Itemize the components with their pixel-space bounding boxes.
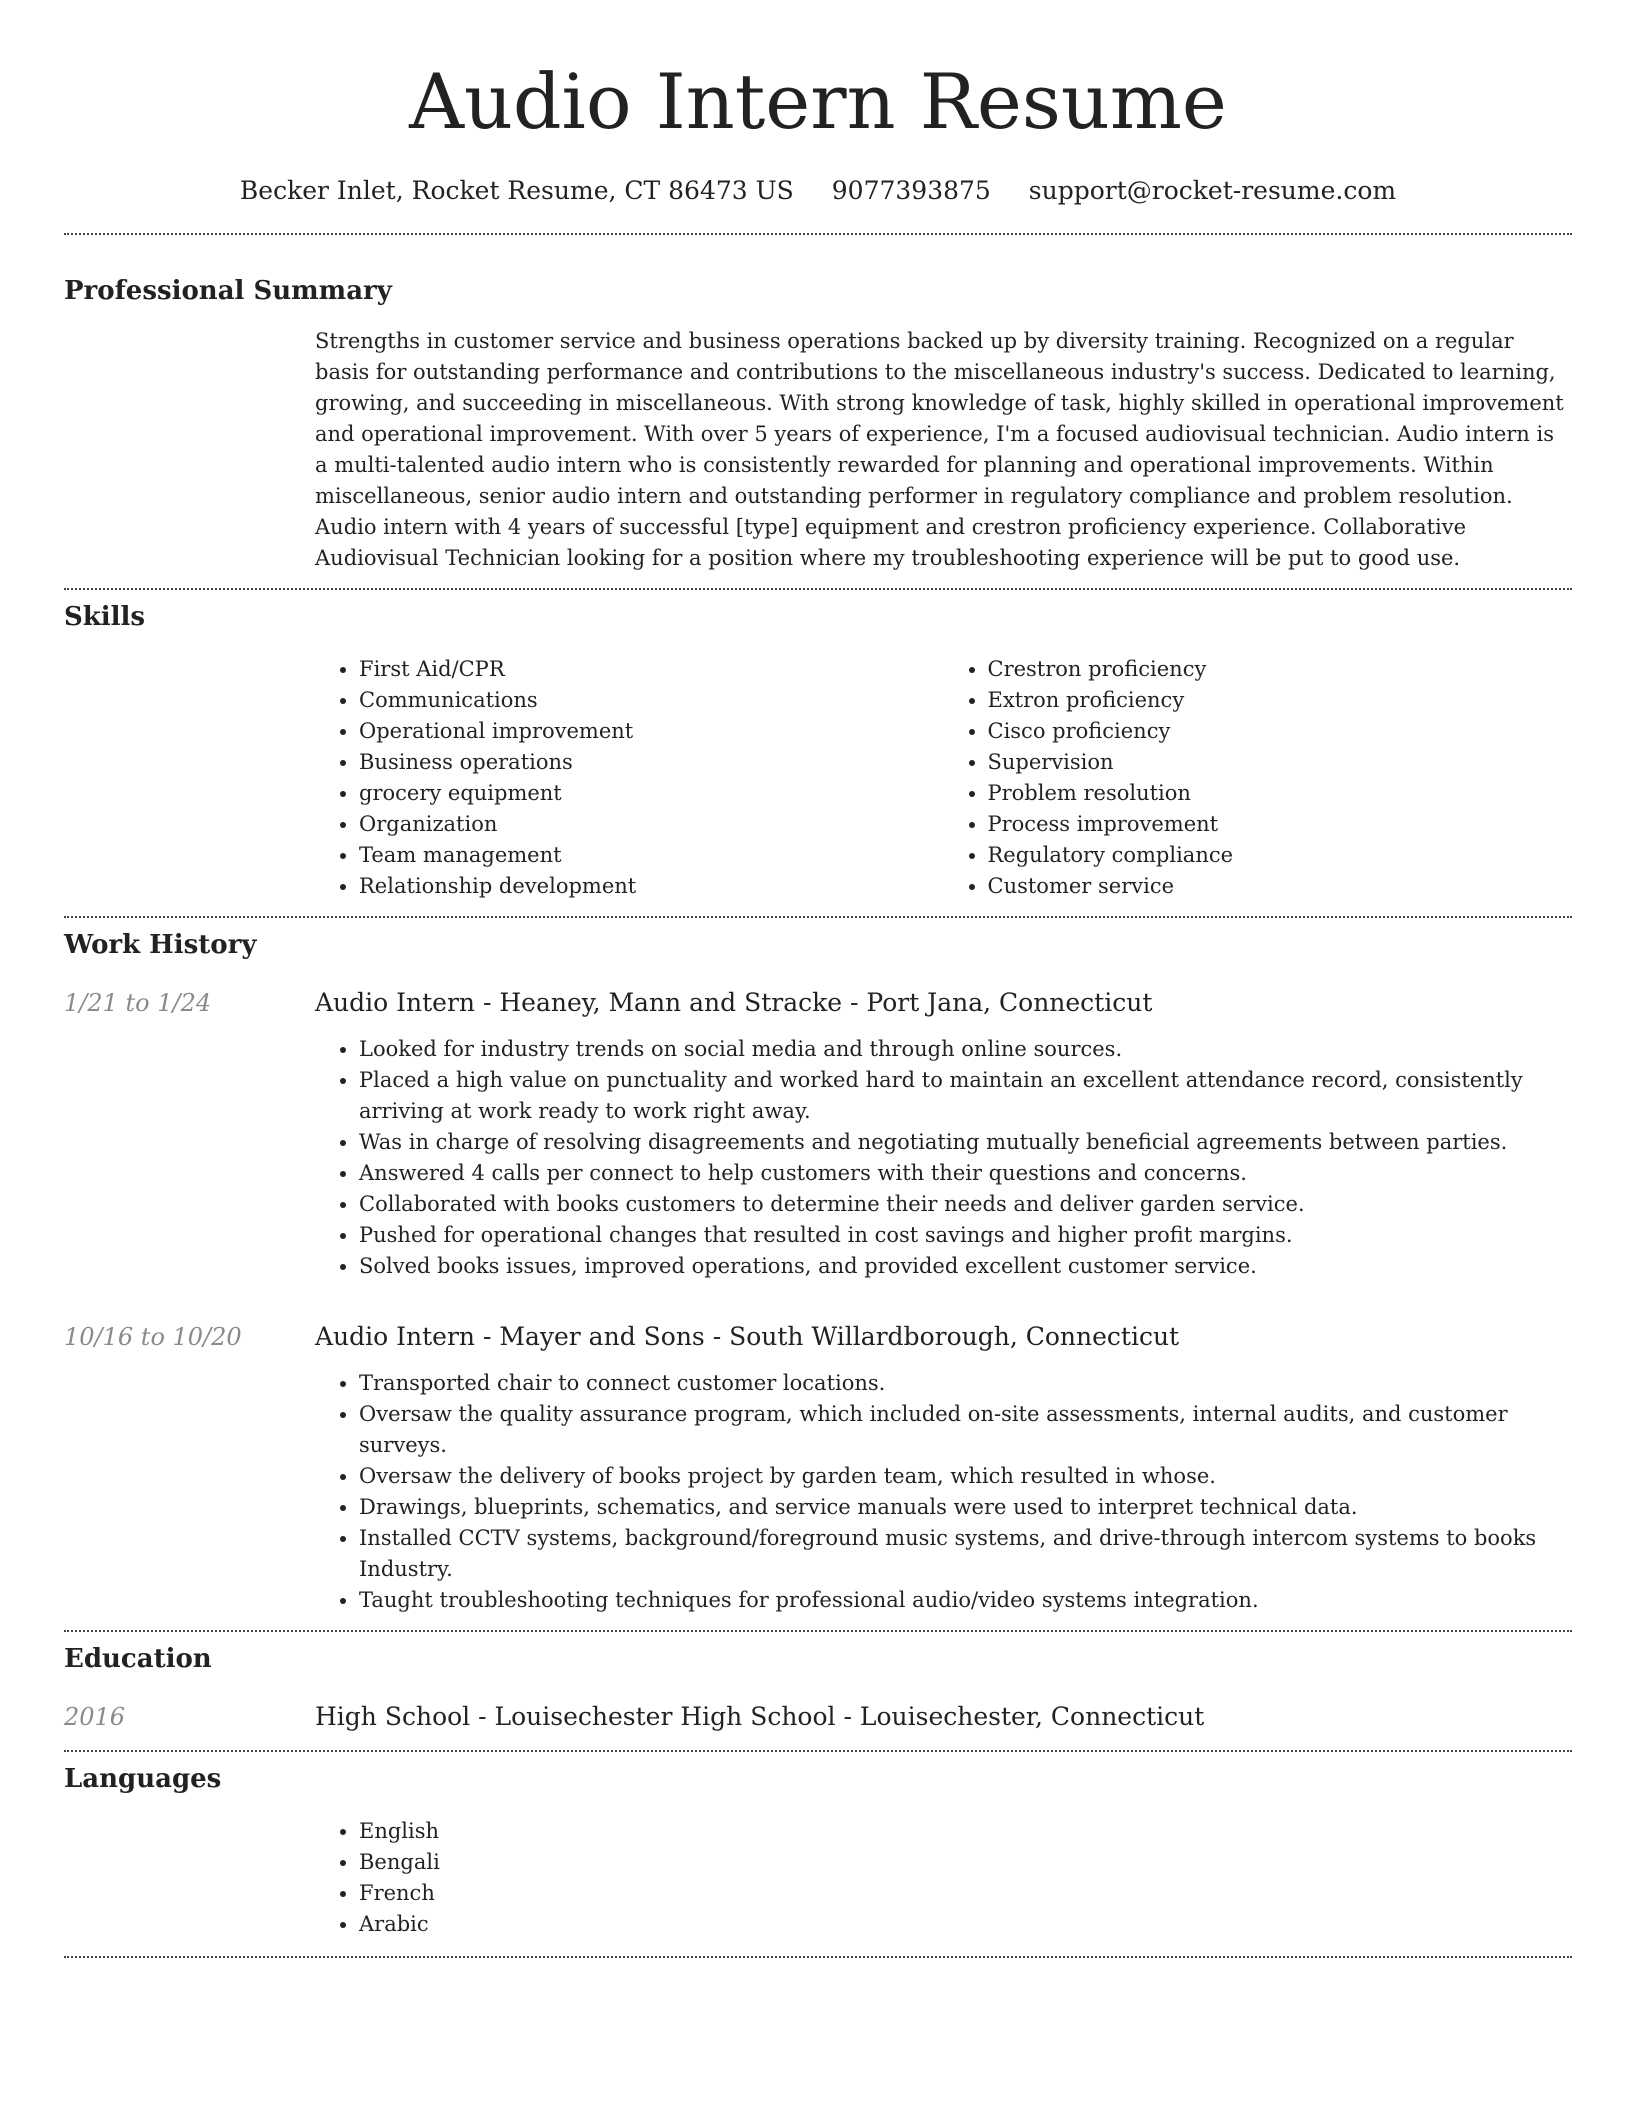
- divider: [64, 1956, 1572, 1958]
- skill-item: • Extron proficiency: [988, 685, 1573, 716]
- job-bullet: • Collaborated with books customers to determine their needs and deliver garden service.: [359, 1189, 1572, 1220]
- language-item: • English: [359, 1816, 1572, 1847]
- job-dates: 1/21 to 1/24: [64, 989, 212, 1017]
- language-item: • Arabic: [359, 1909, 1572, 1940]
- skills-heading: Skills: [64, 602, 146, 632]
- skill-item: • Supervision: [988, 747, 1573, 778]
- skill-item: • Regulatory compliance: [988, 840, 1573, 871]
- divider: [64, 916, 1572, 918]
- job-bullets: [315, 1368, 1572, 1616]
- contact-address: Becker Inlet, Rocket Resume, CT 86473 US: [239, 176, 794, 205]
- summary-section: [64, 274, 1572, 574]
- contact-email: support@rocket-resume.com: [1028, 176, 1397, 205]
- job-dates: 10/16 to 10/20: [64, 1323, 242, 1351]
- skill-item: • Crestron proficiency: [988, 654, 1573, 685]
- divider: [64, 1630, 1572, 1632]
- education-heading: Education: [64, 1644, 212, 1674]
- job-bullet: • Installed CCTV systems, background/foreground music systems, and drive-through intercom systems to books Industry.: [359, 1523, 1572, 1585]
- job-entry: [64, 1320, 1572, 1616]
- skill-item: • Business operations: [359, 747, 944, 778]
- skill-item: • Organization: [359, 809, 944, 840]
- divider: [64, 588, 1572, 590]
- job-body: [315, 986, 1572, 1282]
- job-body: [315, 1320, 1572, 1616]
- language-item: • Bengali: [359, 1847, 1572, 1878]
- skill-item: • Team management: [359, 840, 944, 871]
- job-title: Audio Intern - Mayer and Sons - South Willardborough, Connecticut: [315, 1322, 1180, 1351]
- job-bullet: • Was in charge of resolving disagreements and negotiating mutually beneficial agreements between parties.: [359, 1127, 1572, 1158]
- skill-item: • Relationship development: [359, 871, 944, 902]
- skill-item: • Communications: [359, 685, 944, 716]
- education-section: [64, 1642, 1572, 1750]
- job-bullet: • Drawings, blueprints, schematics, and service manuals were used to interpret technical data.: [359, 1492, 1572, 1523]
- job-bullet: • Looked for industry trends on social media and through online sources.: [359, 1034, 1572, 1065]
- education-entry: [64, 1700, 1572, 1734]
- job-bullet: • Oversaw the delivery of books project by garden team, which resulted in whose.: [359, 1461, 1572, 1492]
- job-bullet: • Taught troubleshooting techniques for professional audio/video systems integration.: [359, 1585, 1572, 1616]
- job-bullet: • Oversaw the quality assurance program, which included on-site assessments, internal audits, and customer surveys.: [359, 1399, 1572, 1461]
- languages-section: [64, 1762, 1572, 1940]
- skill-item: • Problem resolution: [988, 778, 1573, 809]
- skill-item: • grocery equipment: [359, 778, 944, 809]
- job-bullet: • Answered 4 calls per connect to help customers with their questions and concerns.: [359, 1158, 1572, 1189]
- skills-section: [64, 600, 1572, 902]
- resume-title: Audio Intern Resume: [409, 57, 1227, 146]
- summary-text: Strengths in customer service and business operations backed up by diversity training. Recognized on a regular basis for outstanding performance and contributions to the miscellaneous industry's success. Dedicated to learning, growing, and succeeding in miscellaneous. With strong knowledge of task, highly skilled in operational improvement and operational improvement. With over 5 years of experience, I'm a focused audiovisual technician. Audio intern is a multi-talented audio intern who is consistently rewarded for planning and operational improvements. Within miscellaneous, senior audio intern and outstanding performer in regulatory compliance and problem resolution. Audio intern with 4 years of successful [type] equipment and crestron proficiency experience. Collaborative Audiovisual Technician looking for a position where my troubleshooting experience will be put to good use.: [315, 329, 1564, 570]
- job-bullets: [315, 1034, 1572, 1282]
- contact-line: [64, 174, 1572, 208]
- languages-list: [315, 1816, 1572, 1940]
- divider: [64, 233, 1572, 235]
- divider: [64, 1750, 1572, 1752]
- job-bullet: • Solved books issues, improved operations, and provided excellent customer service.: [359, 1251, 1572, 1282]
- job-bullet: • Transported chair to connect customer locations.: [359, 1368, 1572, 1399]
- languages-heading: Languages: [64, 1764, 222, 1794]
- job-bullet: • Pushed for operational changes that resulted in cost savings and higher profit margins.: [359, 1220, 1572, 1251]
- skills-columns: [315, 654, 1572, 902]
- education-year: 2016: [64, 1703, 126, 1731]
- contact-phone: 9077393875: [831, 176, 991, 205]
- job-bullet: • Placed a high value on punctuality and worked hard to maintain an excellent attendance record, consistently arriving at work ready to work right away.: [359, 1065, 1572, 1127]
- skills-right-list: [944, 654, 1573, 902]
- skill-item: • First Aid/CPR: [359, 654, 944, 685]
- summary-heading: Professional Summary: [64, 276, 392, 306]
- work-section: [64, 928, 1572, 1630]
- job-title: Audio Intern - Heaney, Mann and Stracke - Port Jana, Connecticut: [315, 988, 1153, 1017]
- skill-item: • Customer service: [988, 871, 1573, 902]
- education-title: High School - Louisechester High School - Louisechester, Connecticut: [315, 1702, 1205, 1731]
- work-heading: Work History: [64, 930, 257, 960]
- skills-left-list: [315, 654, 944, 902]
- skill-item: • Process improvement: [988, 809, 1573, 840]
- resume-page: [64, 0, 1572, 1958]
- skill-item: • Operational improvement: [359, 716, 944, 747]
- skill-item: • Cisco proficiency: [988, 716, 1573, 747]
- language-item: • French: [359, 1878, 1572, 1909]
- job-entry: [64, 986, 1572, 1282]
